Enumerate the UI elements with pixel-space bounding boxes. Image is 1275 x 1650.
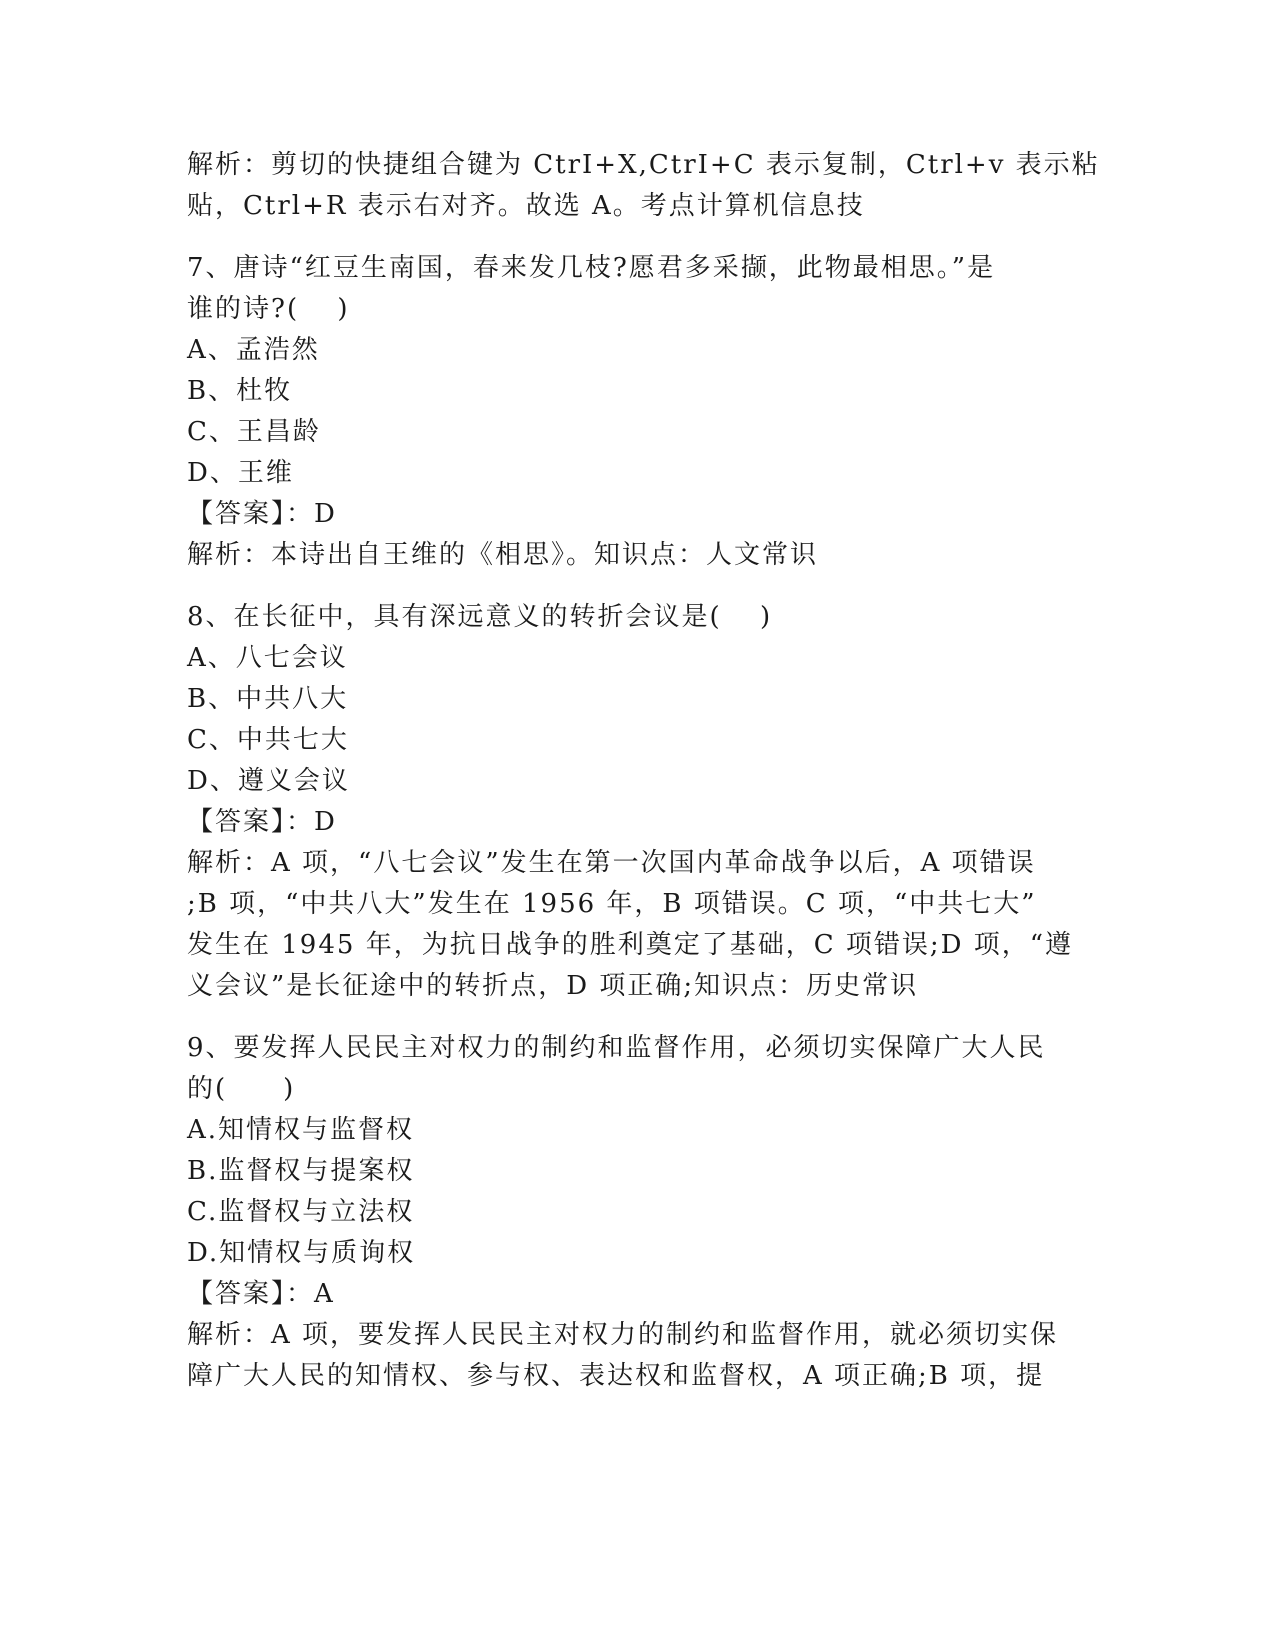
explanation-line: 贴，Ctrl+R 表示右对齐。故选 A。考点计算机信息技 <box>187 191 865 221</box>
question-9-explanation-line: 障广大人民的知情权、参与权、表达权和监督权，A 项正确;B 项，提 <box>187 1361 1045 1391</box>
question-8-option-d: D、遵义会议 <box>187 766 350 796</box>
question-8-text: 8、在长征中，具有深远意义的转折会议是( ) <box>187 602 773 632</box>
question-8-explanation-line: 解析：A 项，“八七会议”发生在第一次国内革命战争以后，A 项错误 <box>187 848 1036 878</box>
previous-explanation <box>187 145 1100 227</box>
question-8 <box>187 597 1087 1007</box>
question-7-option-b: B、杜牧 <box>187 376 293 406</box>
question-9-option-c: C.监督权与立法权 <box>187 1197 415 1227</box>
question-7-text: 谁的诗?( ) <box>187 294 350 324</box>
question-8-option-c: C、中共七大 <box>187 725 349 755</box>
question-7-text: 7、唐诗“红豆生南国，春来发几枝?愿君多采撷，此物最相思。”是 <box>187 253 996 283</box>
question-7 <box>187 248 1087 576</box>
question-7-option-a: A、孟浩然 <box>187 335 320 365</box>
question-9-text: 9、要发挥人民民主对权力的制约和监督作用，必须切实保障广大人民 <box>187 1033 1046 1063</box>
question-7-explanation: 解析：本诗出自王维的《相思》。知识点：人文常识 <box>187 540 819 570</box>
question-8-explanation-line: ;B 项，“中共八大”发生在 1956 年，B 项错误。C 项，“中共七大” <box>187 889 1037 919</box>
question-8-explanation-line: 发生在 1945 年，为抗日战争的胜利奠定了基础，C 项错误;D 项，“遵 <box>187 930 1074 960</box>
explanation-line: 解析：剪切的快捷组合键为 CtrI+X,CtrI+C 表示复制，Ctrl+v 表示粘 <box>187 150 1100 180</box>
question-9-explanation-line: 解析：A 项，要发挥人民民主对权力的制约和监督作用，就必须切实保 <box>187 1320 1059 1350</box>
question-8-option-a: A、八七会议 <box>187 643 348 673</box>
question-9-answer: 【答案】：A <box>187 1279 335 1309</box>
question-7-option-d: D、王维 <box>187 458 294 488</box>
question-7-answer: 【答案】：D <box>187 499 337 529</box>
question-7-option-c: C、王昌龄 <box>187 417 321 447</box>
question-9-option-d: D.知情权与质询权 <box>187 1238 416 1268</box>
question-8-answer: 【答案】：D <box>187 807 337 837</box>
question-8-option-b: B、中共八大 <box>187 684 349 714</box>
question-9-option-b: B.监督权与提案权 <box>187 1156 415 1186</box>
question-9-option-a: A.知情权与监督权 <box>187 1115 415 1145</box>
question-9 <box>187 1028 1087 1397</box>
document-content <box>187 145 1100 1418</box>
question-8-explanation-line: 义会议”是长征途中的转折点，D 项正确;知识点：历史常识 <box>187 971 919 1001</box>
question-9-text: 的( ) <box>187 1074 296 1104</box>
